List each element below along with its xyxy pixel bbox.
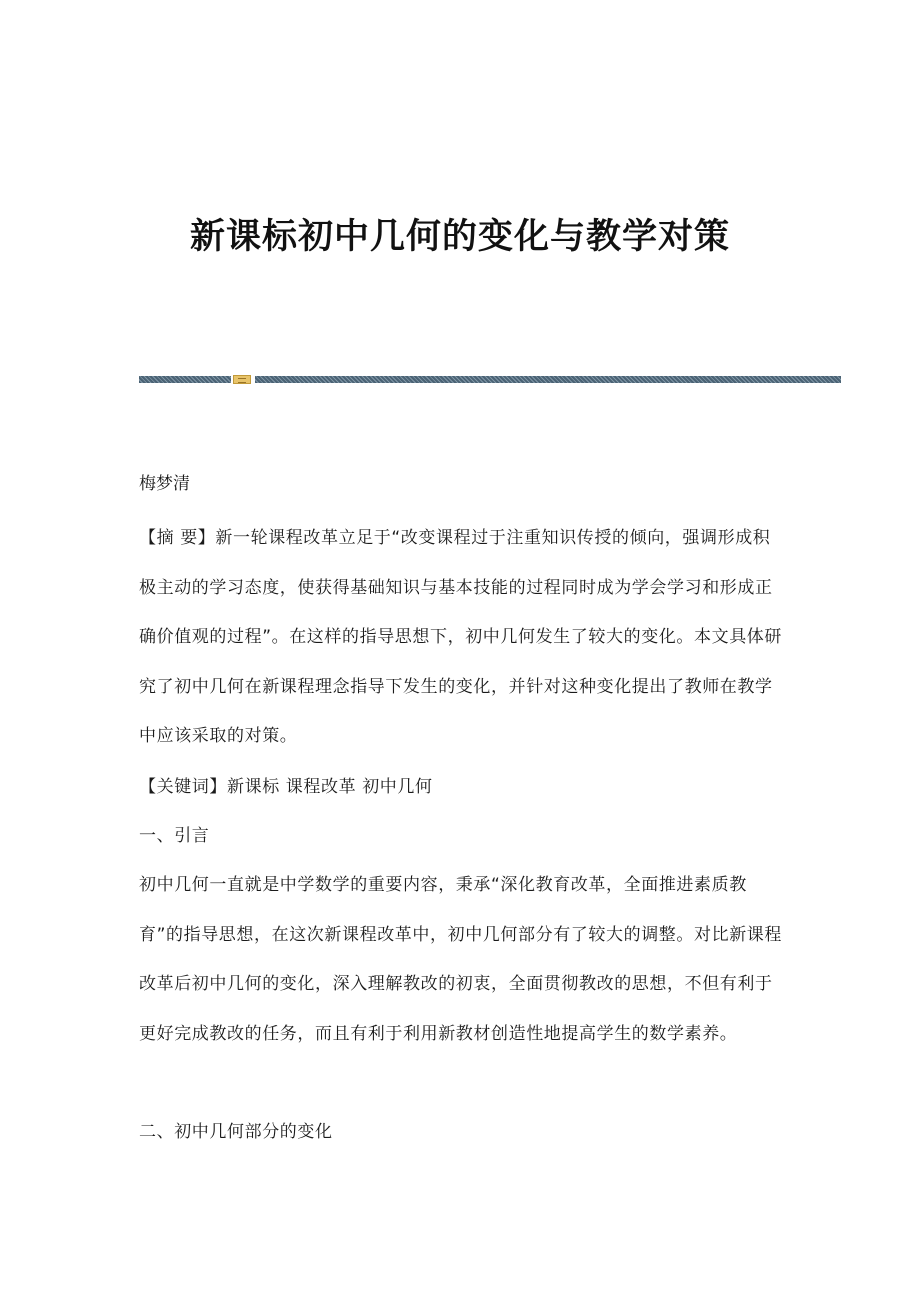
abstract-paragraph: 【摘 要】新一轮课程改革立足于“改变课程过于注重知识传授的倾向，强调形成积极主动的学习态度，使获得基础知识与基本技能的过程同时成为学会学习和形成正确价值观的过程”。在这样的指导思想下，初中几何发生了较大的变化。本文具体研究了初中几何在新课程理念指导下发生的变化，并针对这种变化提出了教师在教学中应该采取的对策。 xyxy=(139,528,783,746)
keywords-line: 【关键词】新课标 课程改革 初中几何 xyxy=(139,777,433,797)
divider-bar-right xyxy=(255,376,841,383)
introduction-paragraph: 初中几何一直就是中学数学的重要内容，秉承“深化教育改革，全面推进素质教育”的指导思想，在这次新课程改革中，初中几何部分有了较大的调整。对比新课程改革后初中几何的变化，深入理解教改的初衷，全面贯彻教改的思想，不但有利于更好完成教改的任务，而且有利于利用新教材创造性地提高学生的数学素养。 xyxy=(139,875,783,1044)
section-heading-changes: 二、初中几何部分的变化 xyxy=(139,1122,333,1142)
divider-bar-left xyxy=(139,376,231,383)
document-title: 新课标初中几何的变化与教学对策 xyxy=(189,216,730,257)
title-divider xyxy=(139,375,841,384)
section-heading-introduction: 一、引言 xyxy=(139,826,210,846)
divider-ornament-icon xyxy=(233,375,251,384)
author-name: 梅梦清 xyxy=(139,474,190,494)
